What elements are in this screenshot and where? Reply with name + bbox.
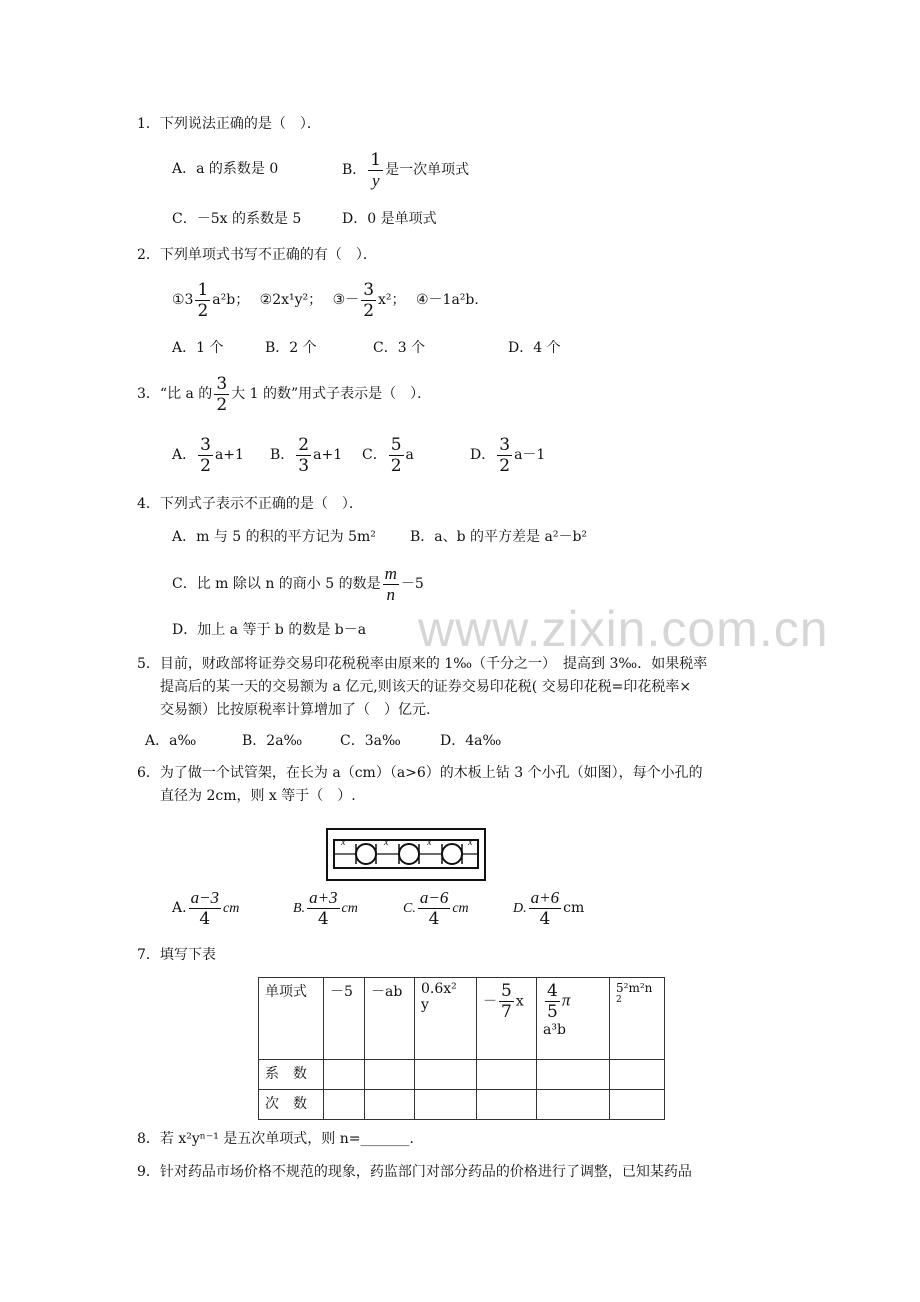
q4-option-c: C．比 m 除以 n 的商小 5 的数是 $\frac{m}{n}$ －5 [172, 563, 424, 604]
table-cell: $\frac{4}{5}$ π a³b [537, 978, 610, 1060]
q6-option-a: A. $\frac{a-3}{4}$ cm [172, 887, 240, 929]
q4-stem: 4．下列式子表示不正确的是（ ）． [137, 496, 363, 512]
table-cell: －ab [365, 978, 415, 1060]
q9-text: 9．针对药品市场价格不规范的现象，药监部门对部分药品的价格进行了调整，已知某药品 [137, 1164, 692, 1180]
q6-option-d: D. $\frac{a+6}{4}$ cm [513, 887, 585, 929]
q1-option-c: C．－5x 的系数是 5 [172, 211, 302, 227]
answer-cell[interactable] [365, 1090, 415, 1120]
rack-holes-figure [335, 841, 477, 867]
q6-line1: 6．为了做一个试管架，在长为 a（cm）（a>6）的木板上钻 3 个小孔（如图），每个小孔的 [137, 765, 703, 781]
table-row [259, 1090, 665, 1120]
q4-option-d: D．加上 a 等于 b 的数是 b－a [172, 622, 367, 638]
q4-option-b: B．a、b 的平方差是 a²－b² [410, 529, 588, 545]
answer-cell[interactable] [477, 1060, 537, 1090]
q2-stem: 2．下列单项式书写不正确的有（ ）． [137, 247, 377, 263]
q6-line2: 直径为 2cm，则 x 等于（ ）. [160, 788, 356, 804]
test-tube-rack-figure [326, 828, 486, 881]
watermark: www.zixin.com.cn [418, 601, 829, 657]
q7-stem: 7．填写下表 [137, 947, 216, 963]
answer-cell[interactable] [610, 1060, 665, 1090]
q5-line1: 5．目前，财政部将证券交易印花税税率由原来的 1‰（千分之一） 提高到 3‰．如果税率 [137, 656, 708, 672]
x-label: x [468, 837, 473, 848]
q6-option-c: C. $\frac{a-6}{4}$ cm [403, 887, 469, 929]
q3-option-b: B． $\frac{2}{3}$ a+1 [270, 434, 343, 476]
q2-option-a: A．1 个 [172, 340, 224, 356]
answer-cell[interactable] [537, 1090, 610, 1120]
q2-option-b: B．2 个 [265, 340, 317, 356]
table-cell: 5²m²n 2 [610, 978, 665, 1060]
answer-cell[interactable] [324, 1090, 365, 1120]
answer-cell[interactable] [415, 1090, 477, 1120]
table-cell: 0.6x² y [415, 978, 477, 1060]
answer-cell[interactable] [610, 1090, 665, 1120]
q3-stem: 3．“比 a 的 $\frac{3}{2}$ 大 1 的数”用式子表示是（ ）． [137, 373, 432, 415]
q3-option-c: C． $\frac{5}{2}$ a [362, 434, 414, 476]
x-label: x [384, 837, 389, 848]
q1-option-d: D．0 是单项式 [342, 211, 437, 227]
row-header: 单项式 [259, 978, 324, 1060]
answer-cell[interactable] [324, 1060, 365, 1090]
q2-items: ①3 $\frac{1}{2}$ a²b； ②2x¹y²； ③－ $\frac{3}{2}$ x²； ④－1a²b. [172, 279, 479, 321]
answer-cell[interactable] [537, 1060, 610, 1090]
table-row [259, 1060, 665, 1090]
q5-option-c: C．3a‰ [340, 733, 401, 749]
table-cell: －5 [324, 978, 365, 1060]
x-label: x [341, 837, 346, 848]
monomial-table [258, 977, 665, 1120]
table-cell: － $\frac{5}{7}$ x [477, 978, 537, 1060]
q1-option-b: B． $\frac{1}{y}$ 是一次单项式 [342, 149, 470, 190]
q8-text: 8．若 x²yⁿ⁻¹ 是五次单项式，则 n=_______． [137, 1131, 424, 1147]
answer-cell[interactable] [365, 1060, 415, 1090]
q5-option-d: D．4a‰ [440, 733, 502, 749]
q6-option-b: B. $\frac{a+3}{4}$ cm [293, 887, 358, 929]
x-label: x [427, 837, 432, 848]
q5-option-b: B．2a‰ [242, 733, 303, 749]
q1-stem: 1．下列说法正确的是（ ）． [137, 116, 321, 132]
q5-line3: 交易额）比按原税率计算增加了（ ）亿元. [160, 702, 431, 718]
table-row [259, 978, 665, 1060]
q2-option-d: D．4 个 [508, 340, 561, 356]
q1-option-a: A．a 的系数是 0 [172, 161, 279, 177]
q3-option-d: D． $\frac{3}{2}$ a－1 [470, 434, 546, 476]
q2-option-c: C．3 个 [373, 340, 426, 356]
answer-cell[interactable] [477, 1090, 537, 1120]
q5-line2: 提高后的某一天的交易额为 a 亿元,则该天的证券交易印花税( 交易印花税=印花税率× [160, 679, 692, 695]
q3-option-a: A． $\frac{3}{2}$ a+1 [172, 434, 244, 476]
row-header: 系 数 [259, 1060, 324, 1090]
q4-option-a: A．m 与 5 的积的平方记为 5m² [172, 529, 376, 545]
answer-cell[interactable] [415, 1060, 477, 1090]
row-header: 次 数 [259, 1090, 324, 1120]
q5-option-a: A．a‰ [145, 733, 197, 749]
